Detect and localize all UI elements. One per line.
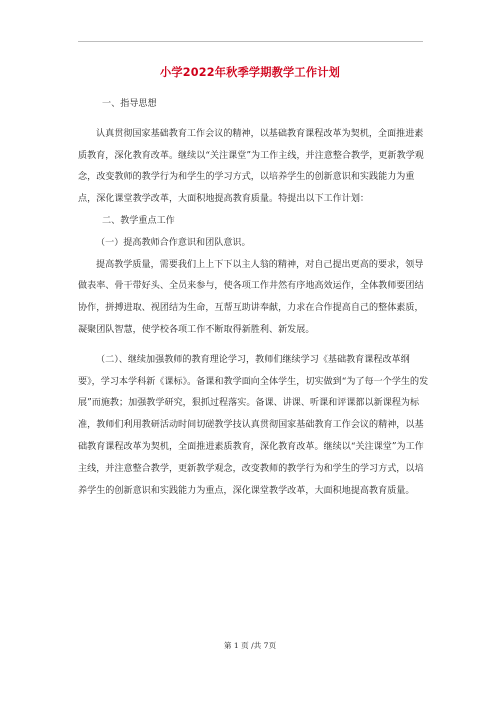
header-rule: [78, 41, 423, 42]
paragraph-teamwork: 提高教学质量，需要我们上上下下以主人翁的精神，对自己提出更高的要求，领导做表率、骨干带好头、全员来参与，使各项工作井然有序地高效运作，全体教师要团结协作，拼搏进取、视团结为生命，互帮互助讲奉献，力求在合作提高自己的整体素质，凝聚团队智慧，使学校各项工作不断取得新胜利、新发展。: [78, 259, 424, 335]
document-body: [78, 94, 432, 502]
paragraph-theory-study: （二）、继续加强教师的教育理论学习，教师们继续学习《基础教育课程改革纲要》，学习本学科新《课标》。备课和教学面向全体学生，切实做到“为了每一个学生的发展”而施教；加强教学研究，狠抓过程落实。备课、讲课、听课和评课都以新课程为标准，教师们利用教研活动时间切磋教学技认真贯彻国家基础教育工作会议的精神，以基础教育课程改革为契机，全面推进素质教育，深化教育改革。继续以“关注课堂”为工作主线，并注意整合教学，更新教学观念，改变教师的教学行为和学生的学习方式，以培养学生的创新意识和实践能力为重点，深化课堂教学改革，大面积地提高教育质量。: [78, 354, 429, 496]
document-title: 小学2022年秋季学期教学工作计划: [160, 66, 340, 79]
page-number-footer: 第 1 页 /共 7页: [223, 641, 277, 650]
section-heading-guiding-ideology: 一、指导思想: [102, 99, 157, 109]
subsection-heading-teamwork: （一）提高教师合作意识和团队意识。: [96, 237, 251, 248]
section-heading-teaching-focus: 二、教学重点工作: [102, 215, 175, 226]
paragraph-guiding-ideology: 认真贯彻国家基础教育工作会议的精神，以基础教育课程改革为契机，全面推进素质教育，深化教育改革。继续以“关注课堂”为工作主线，并注意整合教学，更新教学观念，改变教师的教学行为和学生的学习方式，以培养学生的创新意识和实践能力为重点，深化课堂教学改革，大面积地提高教育质量。特提出以下工作计划：: [78, 128, 424, 205]
